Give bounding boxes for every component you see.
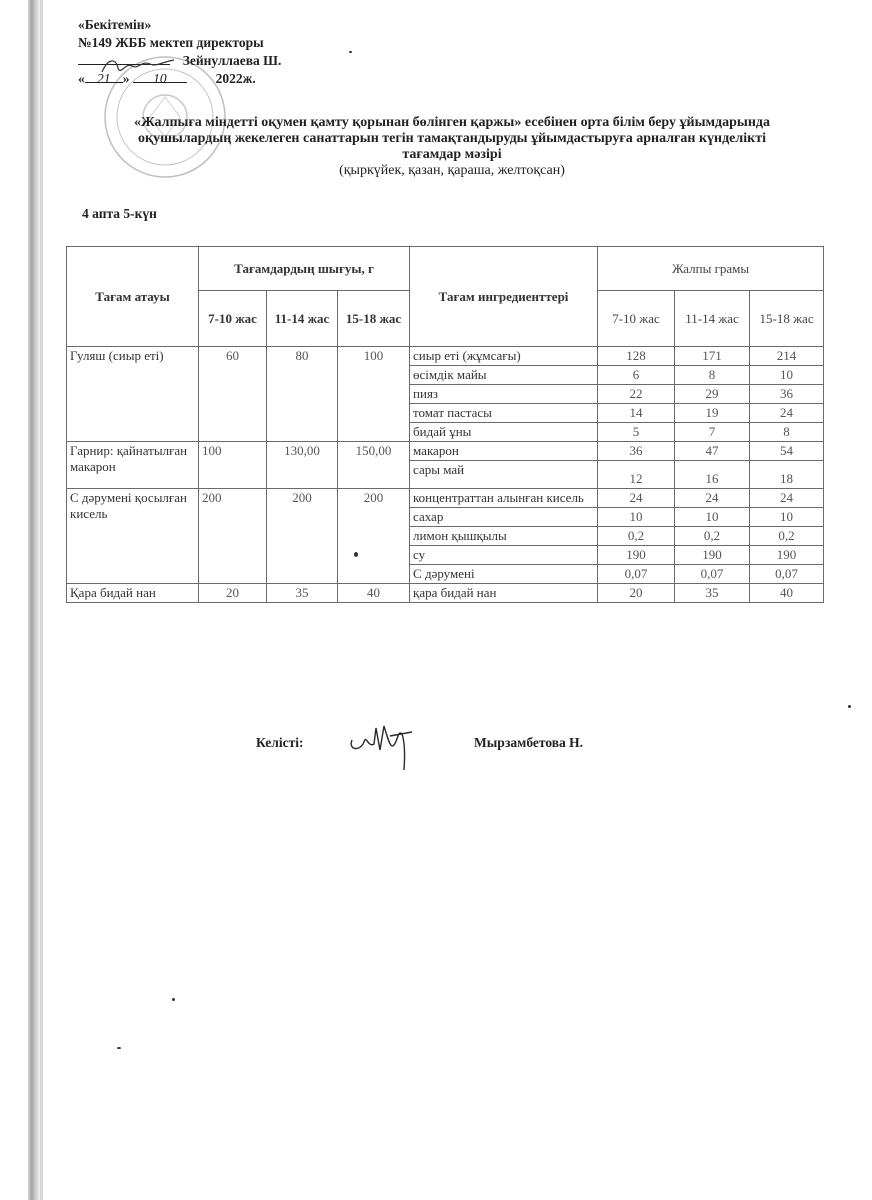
menu-title bbox=[72, 115, 832, 179]
ingredient-gross: 18 bbox=[750, 461, 824, 489]
ingredient-name: бидай ұны bbox=[410, 423, 598, 442]
header-yield-age-1: 7-10 жас bbox=[199, 291, 267, 347]
ingredient-gross: 12 bbox=[598, 461, 675, 489]
week-day-label: 4 апта 5-күн bbox=[82, 206, 157, 221]
scan-speck bbox=[349, 51, 352, 53]
ingredient-gross: 10 bbox=[750, 366, 824, 385]
dish-name: Гарнир: қайнатылған макарон bbox=[67, 442, 199, 489]
ingredient-name: су bbox=[410, 546, 598, 565]
ingredient-gross: 24 bbox=[675, 489, 750, 508]
dish-yield: 60 bbox=[199, 347, 267, 442]
table-row bbox=[67, 489, 824, 508]
ingredient-name: томат пастасы bbox=[410, 404, 598, 423]
header-gross: Жалпы грамы bbox=[598, 247, 824, 291]
header-yield: Тағамдардың шығуы, г bbox=[199, 247, 410, 291]
dish-yield: 100 bbox=[199, 442, 267, 489]
ingredient-name: пияз bbox=[410, 385, 598, 404]
ingredient-gross: 10 bbox=[750, 508, 824, 527]
ingredient-gross: 190 bbox=[598, 546, 675, 565]
table-row bbox=[67, 584, 824, 603]
ingredient-gross: 128 bbox=[598, 347, 675, 366]
ingredient-gross: 8 bbox=[675, 366, 750, 385]
date-quote-close: » bbox=[122, 71, 130, 86]
dish-yield: 80 bbox=[267, 347, 338, 442]
scan-speck bbox=[354, 552, 358, 557]
dish-name: Қара бидай нан bbox=[67, 584, 199, 603]
ingredient-gross: 5 bbox=[598, 423, 675, 442]
ingredient-gross: 24 bbox=[750, 404, 824, 423]
ingredient-gross: 6 bbox=[598, 366, 675, 385]
scan-edge-shadow bbox=[28, 0, 40, 1200]
ingredient-gross: 190 bbox=[750, 546, 824, 565]
menu-table bbox=[66, 246, 824, 603]
director-name: Зейнуллаева Ш. bbox=[182, 53, 282, 68]
ingredient-gross: 0,07 bbox=[598, 565, 675, 584]
ingredient-gross: 214 bbox=[750, 347, 824, 366]
ingredient-gross: 24 bbox=[598, 489, 675, 508]
title-line-1: «Жалпыға міндетті оқумен қамту қорынан бөлінген қаржы» есебінен орта білім беру ұйымдарында bbox=[133, 115, 770, 130]
ingredient-gross: 0,07 bbox=[675, 565, 750, 584]
ingredient-name: С дәрумені bbox=[410, 565, 598, 584]
ingredient-gross: 8 bbox=[750, 423, 824, 442]
table-row bbox=[67, 347, 824, 366]
ingredient-gross: 190 bbox=[675, 546, 750, 565]
header-yield-age-3: 15-18 жас bbox=[338, 291, 410, 347]
scan-edge-line bbox=[40, 0, 43, 1200]
dish-yield: 200 bbox=[338, 489, 410, 584]
ingredient-name: сахар bbox=[410, 508, 598, 527]
approval-title: «Бекітемін» bbox=[78, 17, 152, 32]
scan-speck bbox=[117, 1047, 121, 1049]
ingredient-gross: 24 bbox=[750, 489, 824, 508]
date-day: 21 bbox=[85, 70, 123, 83]
ingredient-name: лимон қышқылы bbox=[410, 527, 598, 546]
ingredient-gross: 0,2 bbox=[750, 527, 824, 546]
title-line-3: тағамдар мәзірі bbox=[402, 147, 502, 162]
date-month: 10 bbox=[133, 70, 187, 83]
ingredient-name: сары май bbox=[410, 461, 598, 489]
ingredient-gross: 0,2 bbox=[675, 527, 750, 546]
ingredient-name: қара бидай нан bbox=[410, 584, 598, 603]
dish-yield: 40 bbox=[338, 584, 410, 603]
ingredient-gross: 0,07 bbox=[750, 565, 824, 584]
header-yield-age-2: 11-14 жас bbox=[267, 291, 338, 347]
dish-yield: 35 bbox=[267, 584, 338, 603]
agreed-name: Мырзамбетова Н. bbox=[474, 735, 584, 750]
ingredient-gross: 20 bbox=[598, 584, 675, 603]
ingredient-gross: 40 bbox=[750, 584, 824, 603]
ingredient-gross: 54 bbox=[750, 442, 824, 461]
scan-speck bbox=[848, 705, 851, 708]
ingredient-gross: 10 bbox=[598, 508, 675, 527]
title-line-2: оқушылардың жекелеген санаттарын тегін тамақтандыруды ұйымдастыруға арналған күнделікті bbox=[138, 131, 766, 146]
ingredient-gross: 7 bbox=[675, 423, 750, 442]
table-row bbox=[67, 442, 824, 461]
ingredient-gross: 0,2 bbox=[598, 527, 675, 546]
header-gross-age-3: 15-18 жас bbox=[750, 291, 824, 347]
ingredient-gross: 35 bbox=[675, 584, 750, 603]
dish-yield: 200 bbox=[199, 489, 267, 584]
ingredient-gross: 16 bbox=[675, 461, 750, 489]
scan-speck bbox=[172, 998, 175, 1001]
ingredient-gross: 19 bbox=[675, 404, 750, 423]
title-months: (қыркүйек, қазан, қараша, желтоқсан) bbox=[339, 163, 565, 178]
header-gross-age-2: 11-14 жас bbox=[675, 291, 750, 347]
dish-name: Гуляш (сиыр еті) bbox=[67, 347, 199, 442]
ingredient-name: сиыр еті (жұмсағы) bbox=[410, 347, 598, 366]
ingredient-gross: 47 bbox=[675, 442, 750, 461]
agreed-label: Келісті: bbox=[256, 735, 304, 750]
header-ingredients: Тағам ингредиенттері bbox=[410, 247, 598, 347]
ingredient-gross: 171 bbox=[675, 347, 750, 366]
dish-yield: 130,00 bbox=[267, 442, 338, 489]
ingredient-name: макарон bbox=[410, 442, 598, 461]
header-dish: Тағам атауы bbox=[67, 247, 199, 347]
date-year: 2022ж. bbox=[215, 71, 256, 86]
ingredient-name: концентраттан алынған кисель bbox=[410, 489, 598, 508]
ingredient-gross: 36 bbox=[750, 385, 824, 404]
ingredient-gross: 10 bbox=[675, 508, 750, 527]
dish-name: С дәрумені қосылған кисель bbox=[67, 489, 199, 584]
dish-yield: 20 bbox=[199, 584, 267, 603]
dish-yield: 200 bbox=[267, 489, 338, 584]
ingredient-gross: 14 bbox=[598, 404, 675, 423]
ingredient-gross: 22 bbox=[598, 385, 675, 404]
ingredient-gross: 36 bbox=[598, 442, 675, 461]
agreed-signature bbox=[346, 706, 426, 776]
dish-yield: 150,00 bbox=[338, 442, 410, 489]
ingredient-gross: 29 bbox=[675, 385, 750, 404]
director-signature bbox=[98, 54, 178, 80]
director-position: №149 ЖББ мектеп директоры bbox=[78, 35, 264, 50]
header-gross-age-1: 7-10 жас bbox=[598, 291, 675, 347]
ingredient-name: өсімдік майы bbox=[410, 366, 598, 385]
date-quote-open: « bbox=[78, 71, 85, 86]
dish-yield: 100 bbox=[338, 347, 410, 442]
